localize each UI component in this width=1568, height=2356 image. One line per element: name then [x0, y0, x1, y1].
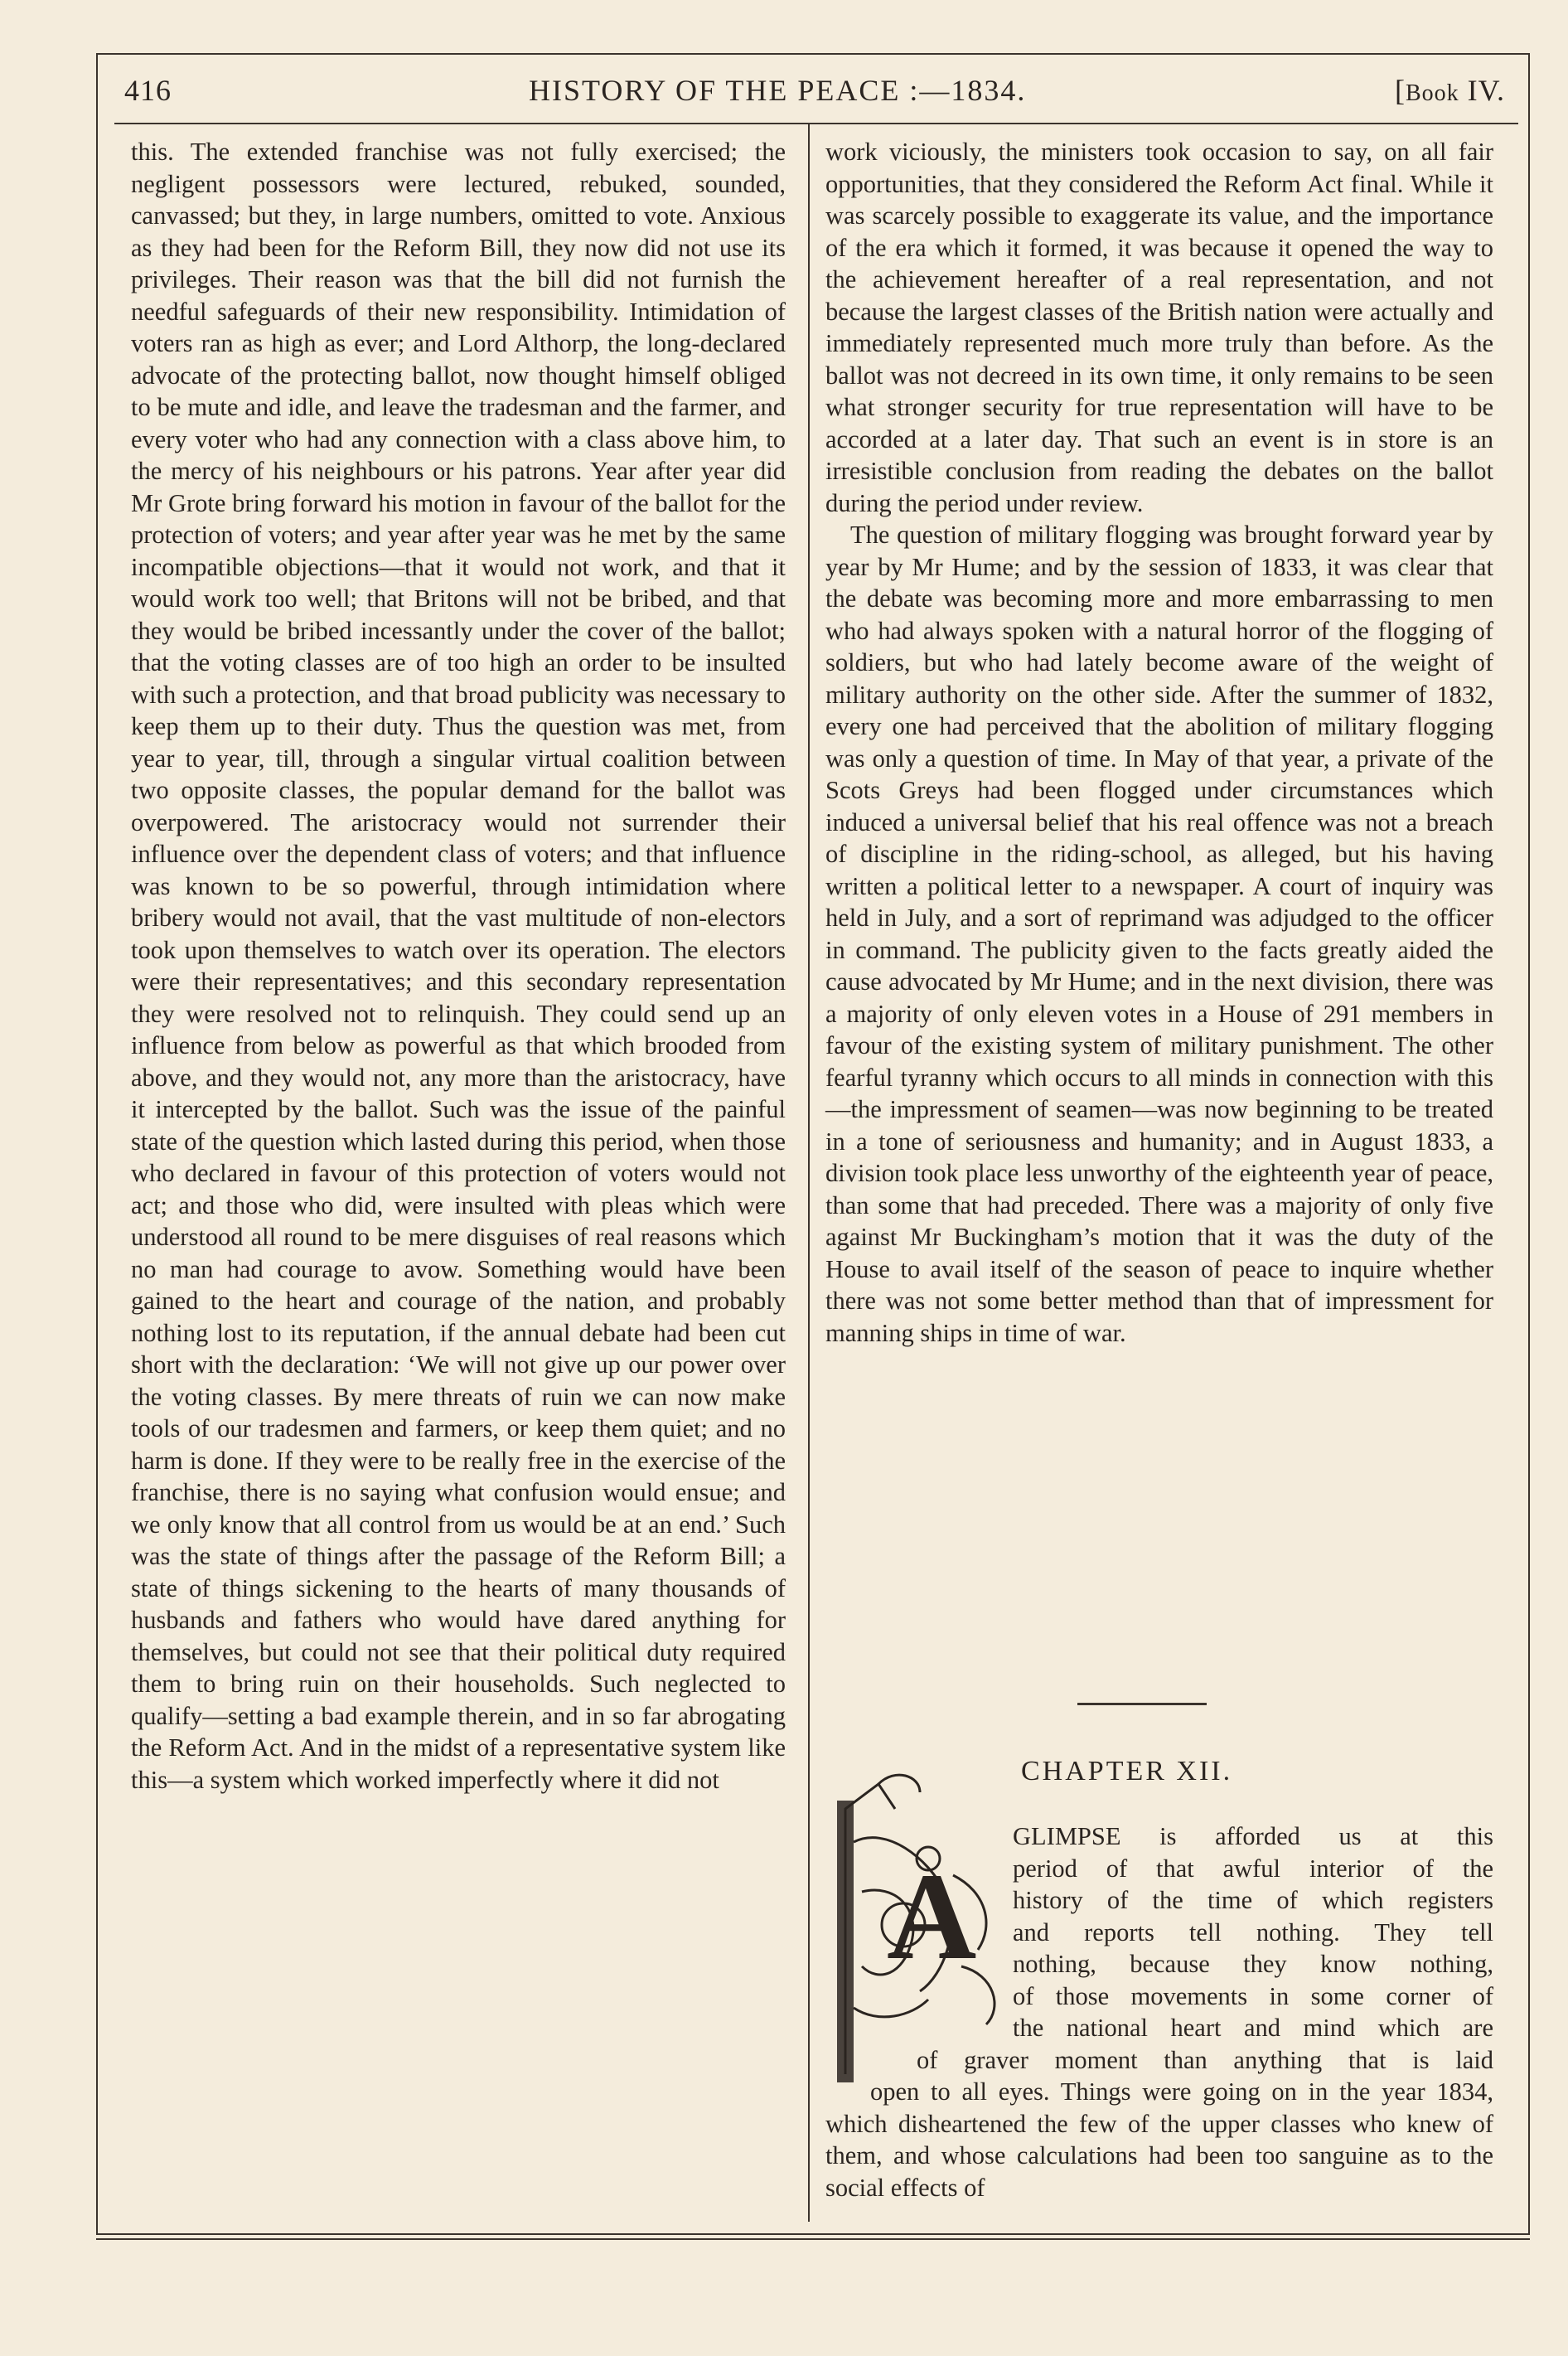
chapter-line-6: of those movements in some corner of	[1013, 1981, 1493, 2010]
chapter-line-1: GLIMPSE is afforded us at this	[1013, 1822, 1493, 1850]
chapter-line-8: of graver moment than anything that is laid	[917, 2045, 1493, 2074]
chapter-line-7: the national heart and mind which are	[1013, 2014, 1493, 2042]
bottom-rule	[96, 2238, 1530, 2240]
chapter-rest: open to all eyes. Things were going on in the year 1834, which disheartened the few of the upper classes who knew of them, and whose calculations had been too sanguine as to the social effects of	[825, 2077, 1493, 2202]
right-column	[825, 136, 1493, 1349]
column-divider	[808, 124, 810, 2222]
chapter-line-5: nothing, because they know nothing,	[1013, 1950, 1493, 1978]
left-paragraph: this. The extended franchise was not fully exercised; the negligent possessors were lectured, rebuked, sounded, canvassed; but they, in large numbers, omitted to vote. Anxious as they had been for the Reform Bill, they now did not use its privileges. Their reason was that the bill did not furnish the needful safeguards of their new responsibility. Intimidation of voters ran as high as ever; and Lord Althorp, the long-declared advocate of the protecting ballot, now thought himself obliged to be mute and idle, and leave the tradesman and the farmer, and every voter who had any connection with a class above him, to the mercy of his neighbours or his patrons. Year after year did Mr Grote bring forward his motion in favour of the ballot for the protection of voters; and year after year was he met by the same incompatible objections—that it would not work, and that it would work too well; that Britons will not be bribed, and that they would be bribed incessantly under the cover of the ballot; that the voting classes are of too high an order to be insulted with such a protection, and that broad publicity was necessary to keep them up to their duty. Thus the question was met, from year to year, till, through a singular virtual coalition between two opposite classes, the popular demand for the ballot was overpowered. The aristocracy would not surrender their influence over the dependent class of voters; and that influence was known to be so powerful, through intimidation where bribery would not avail, that the vast multitude of non-electors took upon themselves to watch over its operation. The electors were their representatives; and this secondary representation they were resolved not to relinquish. They could send up an influence from below as powerful as that which brooded from above, and they would not, any more than the aristocracy, have it intercepted by the ballot. Such was the issue of the painful state of the question which lasted during this period, when those who declared in favour of this protection of voters would not act; and those who did, were insulted with pleas which were understood all round to be mere disguises of real reasons which no man had courage to avow. Something would have been gained to the heart and courage of the nation, and probably nothing lost to its reputation, if the annual debate had been cut short with the declaration: ‘We will not give up our power over the voting classes. By mere threats of ruin we can now make tools of our tradesmen and farmers, or keep them quiet; and no harm is done. If they were to be really free in the exercise of the franchise, there is no saying what confusion would ensue; and we only know that all control from us would be at an end.’ Such was the state of things after the passage of the Reform Bill; a state of things sickening to the hearts of many thousands of husbands and fathers who would have dared anything for themselves, but could not see that their political duty required them to bring ruin on their households. Such neglected to qualify—setting a bad example therein, and in so far abrogating the Reform Act. And in the midst of a representative system like this—a system which worked imperfectly where it did not	[131, 138, 786, 1794]
header-rule	[114, 123, 1518, 124]
right-paragraph-2: The question of military flogging was brought forward year by year by Mr Hume; and by the session of 1833, it was clear that the debate was becoming more and more embarrassing to men who had always spoken with a natural horror of the flogging of soldiers, but who had lately become aware of the weight of military authority on the other side. After the summer of 1832, every one had perceived that the abolition of military flogging was only a question of time. In May of that year, a private of the Scots Greys had been flogged under circumstances which induced a universal belief that his real offence was not a breach of discipline in the riding-school, as alleged, but his having written a political letter to a newspaper. A court of inquiry was held in July, and a sort of reprimand was adjudged to the officer in command. The publicity given to the facts greatly aided the cause advocated by Mr Hume; and in the next division, there was a majority of only eleven votes in a House of 291 members in favour of the existing system of military punishment. The other fearful tyranny which occurs to all minds in connection with this—the impressment of seamen—was now beginning to be treated in a tone of seriousness and humanity; and in August 1833, a division took place less unworthy of the eighteenth year of peace, than some that had preceded. There was a majority of only five against Mr Buckingham’s motion that it was the duty of the House to avail itself of the season of peace to inquire whether there was not some better method than that of impressment for manning ships in time of war.	[825, 521, 1493, 1347]
chapter-separator	[1077, 1703, 1207, 1705]
chapter-line-2: period of that awful interior of the	[1013, 1854, 1493, 1883]
drop-cap-letter: A	[887, 1848, 977, 1985]
chapter-line-3: history of the time of which registers	[1013, 1886, 1493, 1914]
page-number: 416	[124, 74, 172, 107]
right-paragraph-1: work viciously, the ministers took occasion to say, on all fair opportunities, that they considered the Reform Act final. While it was scarcely possible to exaggerate its value, and the importance of the era which it formed, it was because it opened the way to the achievement hereafter of a real representation, and not because the largest classes of the British nation were actually and immediately represented much more truly than before. As the ballot was not decreed in its own time, it only remains to be seen what stronger security for true representation will have to be accorded at a later day. That such an event is in store is an irresistible conclusion from reading the debates on the ballot during the period under review.	[825, 138, 1493, 517]
book-label: [Book IV.	[1394, 74, 1505, 107]
chapter-opening	[825, 1820, 1493, 2229]
chapter-title: CHAPTER XII.	[1021, 1756, 1233, 1786]
left-column	[131, 136, 786, 1796]
running-head	[124, 73, 1525, 119]
chapter-line-4: and reports tell nothing. They tell	[1013, 1917, 1493, 1946]
running-title: HISTORY OF THE PEACE :—1834.	[529, 74, 1027, 107]
